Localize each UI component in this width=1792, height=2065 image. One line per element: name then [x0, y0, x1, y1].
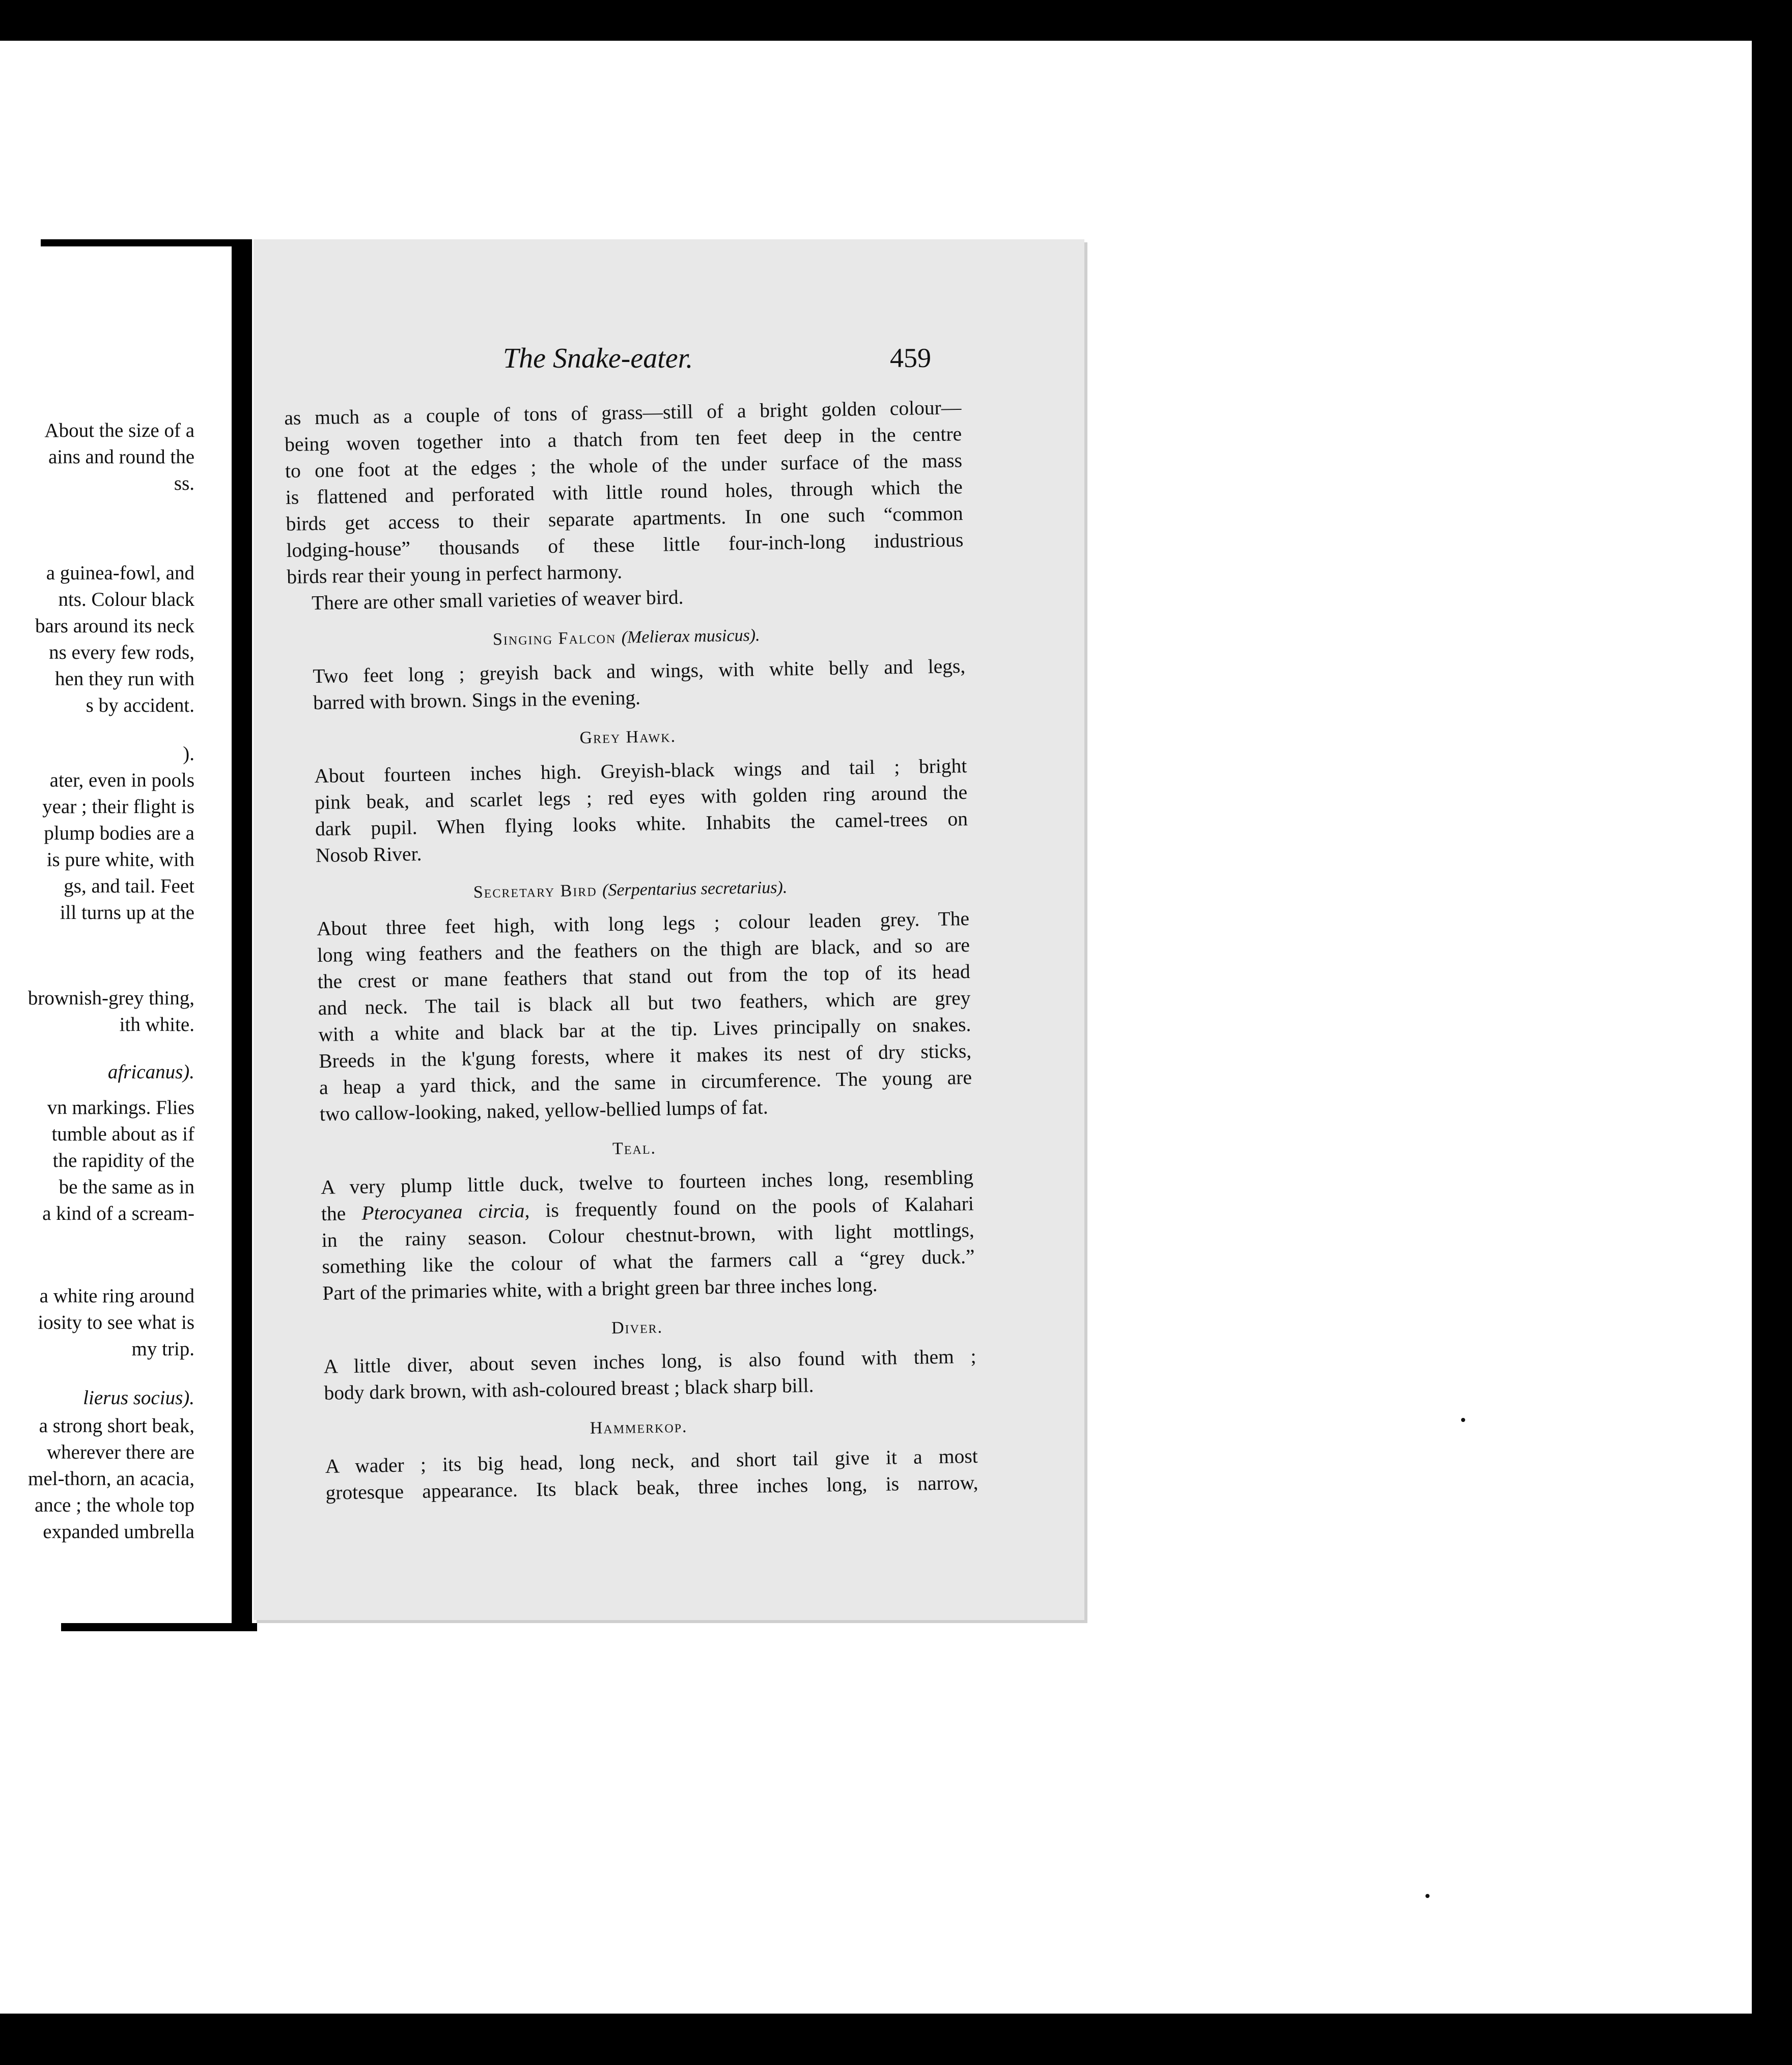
- left-page-line: wherever there are: [46, 1441, 194, 1463]
- paragraph-singing-falcon: [288, 653, 966, 716]
- text-line: in the rainy season. Colour chestnut-brown, with light mottlings,: [321, 1218, 974, 1252]
- left-page-line: year ; their flight is: [42, 796, 194, 818]
- paragraph-diver: [299, 1343, 976, 1407]
- left-page-line: nts. Colour black: [58, 589, 194, 610]
- left-page-line: is pure white, with: [46, 849, 194, 871]
- text-line: birds get access to their separate apartments. In one such “common: [286, 502, 963, 535]
- paragraph-teal: [296, 1164, 975, 1307]
- text-line: Two feet long ; greyish back and wings, with white belly and legs,: [313, 655, 966, 688]
- left-page-line: africanus).: [107, 1061, 194, 1083]
- running-head: [254, 342, 936, 373]
- text-line: About three feet high, with long legs ; colour leaden grey. The: [316, 907, 970, 940]
- left-page-spine-rule: [232, 239, 252, 1629]
- text-line: A very plump little duck, twelve to fourteen inches long, resembling: [320, 1165, 974, 1199]
- heading-text: Hammerkop.: [590, 1417, 688, 1438]
- left-page-line: the rapidity of the: [52, 1150, 194, 1171]
- heading-grey-hawk: [289, 719, 967, 756]
- heading-teal: [296, 1130, 973, 1167]
- left-page-line: tumble about as if: [51, 1123, 194, 1145]
- paragraph-secretary-bird: [292, 905, 972, 1128]
- text-line: A wader ; its big head, long neck, and short tail give it a most: [325, 1444, 978, 1477]
- text-line: two callow-looking, naked, yellow-bellied lumps of fat.: [319, 1096, 769, 1126]
- heading-diver: [298, 1309, 976, 1347]
- text-line: a heap a yard thick, and the same in circumference. The young are: [319, 1066, 972, 1099]
- left-page-line: lierus socius).: [83, 1387, 194, 1409]
- heading-latin-name: (Serpentarius secretarius).: [602, 878, 788, 900]
- film-border-top: [0, 0, 1792, 41]
- left-page-bottom-rule: [61, 1623, 257, 1631]
- heading-text: Secretary Bird: [473, 881, 597, 902]
- left-page-line: a white ring around: [39, 1285, 194, 1307]
- left-page-line: plump bodies are a: [44, 822, 194, 844]
- left-page-line: ater, even in pools: [49, 769, 194, 791]
- left-page-line: a kind of a scream-: [42, 1203, 194, 1224]
- text-line: lodging-house” thousands of these little four-inch-long industrious: [286, 528, 964, 562]
- page-number: 459: [890, 343, 931, 373]
- heading-text: Grey Hawk.: [579, 727, 677, 747]
- text-line: barred with brown. Sings in the evening.: [313, 686, 641, 714]
- left-page-line: a strong short beak,: [39, 1415, 194, 1437]
- text-line: Part of the primaries white, with a bright green bar three inches long.: [322, 1273, 878, 1305]
- text-line: to one foot at the edges ; the whole of the under surface of the mass: [285, 449, 963, 482]
- text-line: the crest or mane feathers that stand out from the top of its head: [317, 960, 970, 993]
- text-line: being woven together into a thatch from ten feet deep in the centre: [284, 423, 962, 456]
- left-page-line: ains and round the: [48, 446, 194, 468]
- heading-secretary-bird: [292, 872, 969, 909]
- film-border-right: [1759, 0, 1792, 2065]
- text-line: pink beak, and scarlet legs ; red eyes with golden ring around the: [314, 781, 968, 814]
- latin-name: Pterocyanea circia,: [361, 1199, 530, 1224]
- text-line: body dark brown, with ash-coloured breast ; black sharp bill.: [324, 1374, 814, 1405]
- left-page-line: vn markings. Flies: [47, 1097, 194, 1119]
- text-fragment: is frequently found on the pools of Kalahari: [545, 1192, 974, 1222]
- left-page-line: gs, and tail. Feet: [64, 875, 194, 897]
- left-facing-page: [0, 242, 249, 1624]
- left-page-line: ith white.: [119, 1014, 194, 1036]
- heading-text: Diver.: [611, 1318, 663, 1338]
- text-line: A little diver, about seven inches long, is also found with them ;: [323, 1345, 976, 1378]
- text-line: with a white and black bar at the tip. Lives principally on snakes.: [318, 1013, 971, 1046]
- left-page-line: bars around its neck: [35, 615, 194, 637]
- heading-text: Teal.: [612, 1138, 657, 1159]
- film-border-bottom: [0, 2014, 1792, 2065]
- text-line: something like the colour of what the farmers call a “grey duck.”: [322, 1245, 975, 1278]
- left-page-line: hen they run with: [54, 668, 194, 690]
- text-line: dark pupil. When flying looks white. Inhabits the camel-trees on: [315, 807, 968, 841]
- text-line: is flattened and perforated with little round holes, through which the: [285, 476, 963, 509]
- text-line: There are other small varieties of weaver bird.: [311, 585, 684, 615]
- left-page-line: ill turns up at the: [60, 902, 194, 924]
- left-page-line: my trip.: [131, 1338, 194, 1360]
- page-body: [284, 394, 978, 1506]
- left-page-line: ns every few rods,: [49, 641, 194, 663]
- left-page-line: brownish-grey thing,: [27, 987, 194, 1009]
- left-page-line: ance ; the whole top: [34, 1494, 194, 1516]
- left-page-top-rule: [41, 239, 249, 246]
- heading-hammerkop: [300, 1409, 977, 1446]
- text-line: birds rear their young in perfect harmony.: [286, 560, 623, 588]
- paragraph-grey-hawk: [290, 752, 968, 869]
- left-page-line: a guinea-fowl, and: [46, 562, 194, 584]
- heading-latin-name: (Melierax musicus).: [621, 626, 760, 647]
- text-line: grotesque appearance. Its black beak, three inches long, is narrow,: [325, 1471, 978, 1504]
- left-page-line: mel-thorn, an acacia,: [28, 1468, 194, 1490]
- left-page-line: ss.: [174, 472, 194, 494]
- text-line: long wing feathers and the feathers on the thigh are black, and so are: [317, 933, 970, 967]
- running-title: The Snake-eater.: [503, 343, 693, 374]
- text-line: About fourteen inches high. Greyish-black wings and tail ; bright: [314, 755, 967, 788]
- left-page-line: s by accident.: [86, 694, 194, 716]
- text-line: Breeds in the k'gung forests, where it makes its nest of dry sticks,: [318, 1039, 972, 1073]
- heading-text: Singing Falcon: [492, 628, 617, 649]
- film-border-inner-right: [1728, 41, 1759, 2014]
- left-page-line: About the size of a: [44, 420, 194, 441]
- paragraph-hammerkop: [300, 1443, 978, 1506]
- heading-singing-falcon: [288, 619, 965, 656]
- text-fragment: the: [321, 1202, 346, 1225]
- left-page-line: iosity to see what is: [38, 1311, 194, 1333]
- left-page-line: ).: [183, 743, 194, 765]
- text-line: as much as a couple of tons of grass—still of a bright golden colour—: [284, 396, 962, 429]
- text-line: Nosob River.: [315, 842, 422, 867]
- film-speck: [1425, 1894, 1430, 1898]
- film-speck: [1461, 1418, 1465, 1422]
- left-page-line: be the same as in: [59, 1176, 194, 1198]
- left-page-line: expanded umbrella: [43, 1521, 194, 1543]
- intro-paragraph: [284, 394, 964, 590]
- text-line: and neck. The tail is black all but two feathers, which are grey: [318, 986, 971, 1020]
